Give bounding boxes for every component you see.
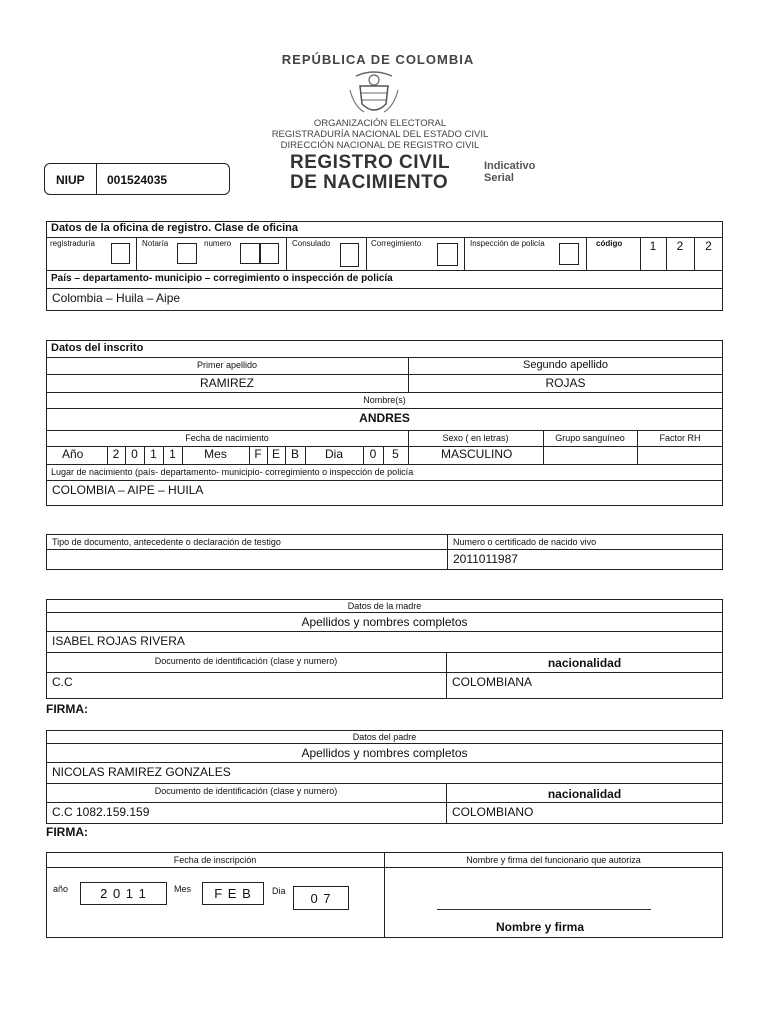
consulado-label: Consulado <box>292 239 331 248</box>
lugar-nacimiento-label: Lugar de nacimiento (país- departamento- municipio- corregimiento o inspección de policía <box>51 467 414 477</box>
madre-title: Datos de la madre <box>347 601 422 611</box>
inscripcion-dia-value: 0 7 <box>310 891 332 906</box>
anio-digit-3: 1 <box>150 447 157 461</box>
de-nacimiento-title: DE NACIMIENTO <box>290 172 449 193</box>
registraduria-checkbox[interactable] <box>111 243 130 264</box>
madre-nacionalidad-value: COLOMBIANA <box>452 675 533 689</box>
segundo-apellido-value: ROJAS <box>545 376 586 390</box>
mes-letter-2: E <box>271 447 280 461</box>
corregimiento-checkbox[interactable] <box>437 243 458 266</box>
corregimiento-label: Corregimiento <box>371 239 422 248</box>
country-title: REPÚBLICA DE COLOMBIA <box>281 52 475 67</box>
madre-nombre-value: ISABEL ROJAS RIVERA <box>52 634 185 648</box>
signature-line <box>437 909 651 910</box>
madre-firma-label: FIRMA: <box>46 702 88 716</box>
inscripcion-mes-value: F E B <box>214 886 252 901</box>
niup-value: 001524035 <box>107 173 168 187</box>
grupo-sanguineo-label: Grupo sanguíneo <box>555 433 625 443</box>
segundo-apellido-label: Segundo apellido <box>522 359 609 371</box>
madre-doc-label: Documento de identificación (clase y numero) <box>154 656 338 666</box>
madre-doc-value: C.C <box>52 675 73 689</box>
office-location-label: País – departamento- municipio – corregimiento o inspección de policía <box>51 273 393 284</box>
dia-label: Dia <box>324 447 343 461</box>
org-line-2: REGISTRADURÍA NACIONAL DEL ESTADO CIVIL <box>271 129 489 140</box>
sexo-label: Sexo ( en letras) <box>442 433 509 443</box>
office-location-value: Colombia – Huila – Aipe <box>52 291 181 305</box>
numero-label: numero <box>204 239 232 248</box>
inscripcion-dia-label: Dia <box>272 886 286 896</box>
inspeccion-label: Inspección de policía <box>470 239 545 248</box>
certificado-label: Numero o certificado de nacido vivo <box>453 537 597 547</box>
numero-box-2[interactable] <box>260 243 279 264</box>
madre-nacionalidad-label: nacionalidad <box>547 656 622 670</box>
factor-rh-label: Factor RH <box>659 433 701 443</box>
inspeccion-checkbox[interactable] <box>559 243 579 265</box>
certificado-value: 2011011987 <box>453 552 518 566</box>
padre-doc-value: C.C 1082.159.159 <box>52 805 150 819</box>
inscripcion-mes-label: Mes <box>174 884 192 894</box>
primer-apellido-label: Primer apellido <box>196 360 258 370</box>
codigo-digit-3: 2 <box>705 239 712 253</box>
org-line-1: ORGANIZACIÓN ELECTORAL <box>313 118 447 129</box>
padre-firma-label: FIRMA: <box>46 825 88 839</box>
consulado-checkbox[interactable] <box>340 243 359 267</box>
dia-digit-2: 5 <box>392 447 399 461</box>
nombres-value: ANDRES <box>359 411 410 425</box>
coat-of-arms-seal <box>346 70 402 118</box>
numero-box-1[interactable] <box>240 243 260 264</box>
mes-letter-3: B <box>290 447 299 461</box>
anio-digit-1: 2 <box>112 447 120 461</box>
notaria-checkbox[interactable] <box>177 243 197 264</box>
anio-digit-2: 0 <box>131 447 138 461</box>
mes-label: Mes <box>204 447 227 461</box>
padre-nombres-label: Apellidos y nombres completos <box>301 746 468 760</box>
inscripcion-anio-value: 2 0 1 1 <box>100 886 147 901</box>
codigo-label: código <box>596 239 623 248</box>
nombres-label: Nombre(s) <box>363 395 406 405</box>
fecha-nacimiento-label: Fecha de nacimiento <box>185 433 269 443</box>
serial-label: Serial <box>484 172 514 184</box>
tipo-documento-label: Tipo de documento, antecedente o declaración de testigo <box>52 537 281 547</box>
org-line-3: DIRECCIÓN NACIONAL DE REGISTRO CIVIL <box>280 140 480 151</box>
padre-doc-label: Documento de identificación (clase y numero) <box>154 786 338 796</box>
fecha-inscripcion-label: Fecha de inscripción <box>173 855 257 865</box>
inscrito-title: Datos del inscrito <box>51 342 144 354</box>
inscripcion-anio-label: año <box>53 884 69 894</box>
codigo-digit-2: 2 <box>676 239 684 253</box>
sexo-value: MASCULINO <box>441 447 513 461</box>
dia-digit-1: 0 <box>369 447 377 461</box>
codigo-digit-1: 1 <box>649 239 657 253</box>
primer-apellido-value: RAMIREZ <box>200 376 254 390</box>
lugar-nacimiento-value: COLOMBIA – AIPE – HUILA <box>52 483 204 497</box>
madre-nombres-label: Apellidos y nombres completos <box>301 615 468 629</box>
mes-letter-1: F <box>254 447 262 461</box>
registro-civil-title: REGISTRO CIVIL <box>290 152 451 173</box>
madre-section <box>46 599 723 699</box>
office-title: Datos de la oficina de registro. Clase de oficina <box>51 222 298 234</box>
niup-label: NIUP <box>56 173 85 187</box>
funcionario-label: Nombre y firma del funcionario que autoriza <box>466 855 641 865</box>
registraduria-label: registraduría <box>50 239 95 248</box>
indicativo-label: Indicativo <box>484 160 536 172</box>
padre-title: Datos del padre <box>352 732 417 742</box>
padre-nacionalidad-label: nacionalidad <box>547 787 622 801</box>
nombre-firma-label: Nombre y firma <box>495 920 585 934</box>
anio-label: Año <box>62 447 84 461</box>
anio-digit-4: 1 <box>169 447 176 461</box>
padre-nacionalidad-value: COLOMBIANO <box>452 805 534 819</box>
notaria-label: Notaría <box>142 239 169 248</box>
padre-nombre-value: NICOLAS RAMIREZ GONZALES <box>52 765 231 779</box>
